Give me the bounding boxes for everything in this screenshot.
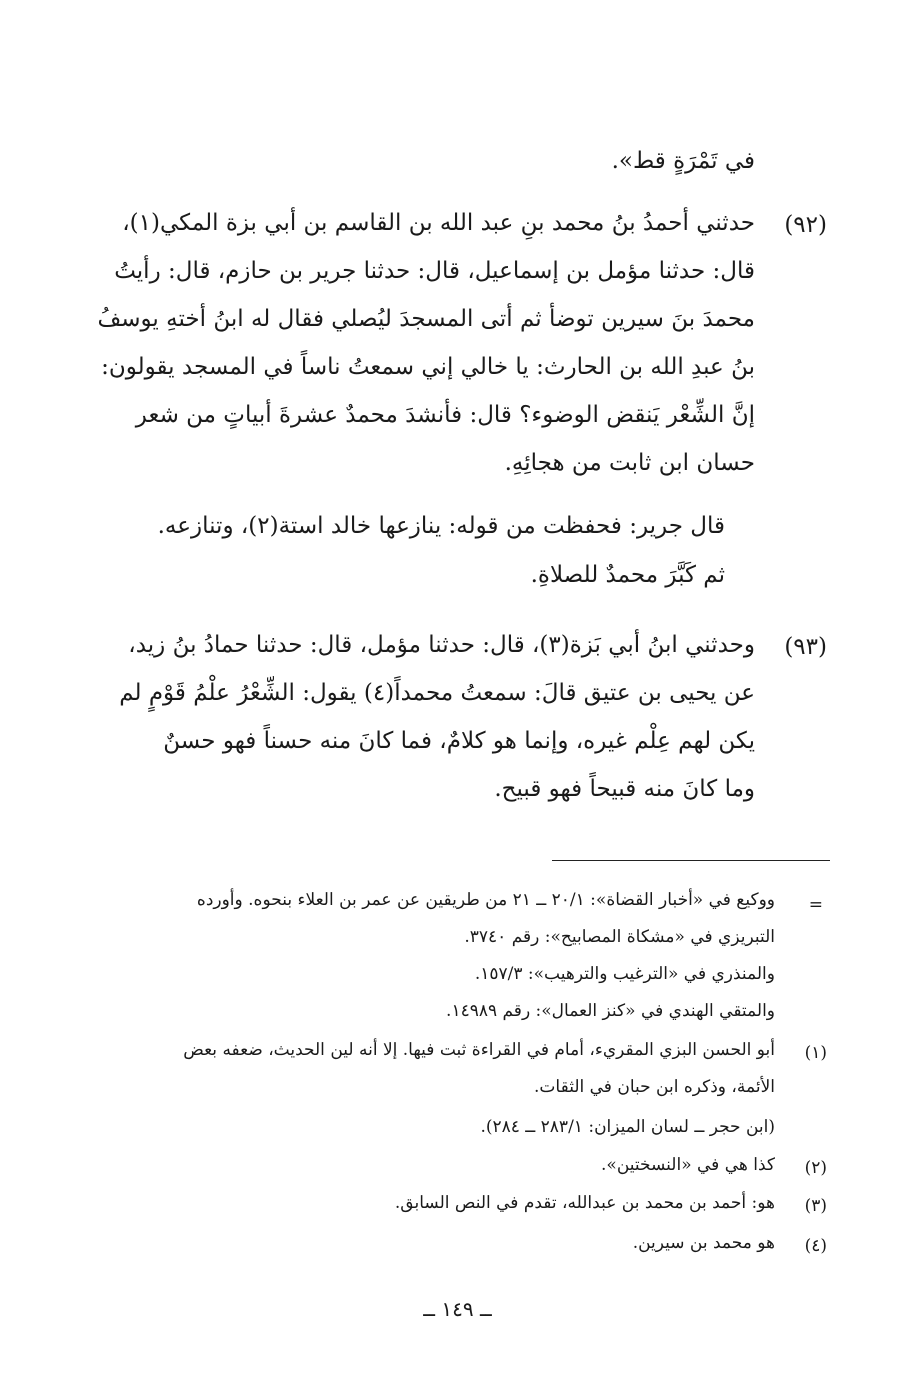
footnote-separator [552, 860, 830, 861]
entry-92-continuation-2: ثم كَبَّرَ محمدٌ للصلاةِ. [530, 562, 725, 588]
entry-92-line-4: بنُ عبدِ الله بن الحارث: يا خالي إني سمعتُ ناساً في المسجد يقولون: [101, 354, 755, 380]
footnote-cont-marker: = [808, 895, 823, 915]
footnote-cont-line-2: التبريزي في «مشكاة المصابيح»: رقم ٣٧٤٠. [464, 927, 775, 947]
entry-92-line-1: حدثني أحمدُ بنُ محمد بنِ عبد الله بن القاسم بن أبي بزة المكي(١)، [122, 210, 755, 236]
entry-92-line-6: حسان ابن ثابت من هجائِهِ. [504, 450, 755, 476]
footnote-cont-line-1: ووكيع في «أخبار القضاة»: ٢٠/١ ــ ٢١ من طريقين عن عمر بن العلاء بنحوه. وأورده [196, 890, 775, 910]
footnote-3-marker: (٣) [804, 1196, 827, 1216]
footnote-cont-line-3: والمنذري في «الترغيب والترهيب»: ١٥٧/٣. [474, 964, 775, 984]
entry-93-number: (٩٣) [784, 634, 827, 660]
entry-93-line-1: وحدثني ابنُ أبي بَزة(٣)، قال: حدثنا مؤمل، قال: حدثنا حمادُ بنُ زيد، [128, 632, 755, 658]
entry-92-line-5: إنَّ الشِّعْر يَنقض الوضوء؟ قال: فأنشدَ محمدٌ عشرةَ أبياتٍ من شعر [135, 402, 755, 428]
footnote-1-line-1: أبو الحسن البزي المقريء، أمام في القراءة ثبت فيها. إلا أنه لين الحديث، ضعفه بعض [183, 1040, 775, 1060]
footnote-1-marker: (١) [804, 1043, 827, 1063]
footnote-2-line-1: كذا هي في «النسختين». [601, 1155, 775, 1175]
entry-93-line-2: عن يحيى بن عتيق قالَ: سمعتُ محمداً(٤) يقول: الشِّعْرُ علْمُ قَوْمٍ لم [119, 680, 755, 706]
page-number: ــ ١٤٩ ــ [423, 1297, 492, 1321]
entry-93-line-3: يكن لهم عِلْم غيره، وإنما هو كلامٌ، فما كانَ منه حسناً فهو حسنٌ [163, 728, 755, 754]
entry-92-line-2: قال: حدثنا مؤمل بن إسماعيل، قال: حدثنا جرير بن حازم، قال: رأيتُ [114, 258, 755, 284]
entry-92-number: (٩٢) [784, 212, 827, 238]
footnote-3-line-1: هو: أحمد بن محمد بن عبدالله، تقدم في النص السابق. [394, 1193, 775, 1213]
top-line: في تَمْرَةٍ قط». [611, 148, 755, 174]
footnote-1-line-2: الأئمة، وذكره ابن حبان في الثقات. [534, 1077, 775, 1097]
entry-92-line-3: محمدَ بنَ سيرين توضأ ثم أتى المسجدَ ليُصلي فقال له ابنُ أختهِ يوسفُ [97, 306, 755, 332]
footnote-4-marker: (٤) [804, 1236, 827, 1256]
footnote-1-line-3: (ابن حجر ــ لسان الميزان: ٢٨٣/١ ــ ٢٨٤). [480, 1117, 775, 1137]
entry-92-continuation-1: قال جرير: فحفظت من قوله: ينازعها خالد استة(٢)، وتنازعه. [157, 513, 725, 539]
footnote-4-line-1: هو محمد بن سيرين. [632, 1233, 775, 1253]
entry-93-line-4: وما كانَ منه قبيحاً فهو قبيح. [494, 776, 755, 802]
footnote-cont-line-4: والمتقي الهندي في «كنز العمال»: رقم ١٤٩٨٩. [446, 1001, 775, 1021]
footnote-2-marker: (٢) [804, 1158, 827, 1178]
